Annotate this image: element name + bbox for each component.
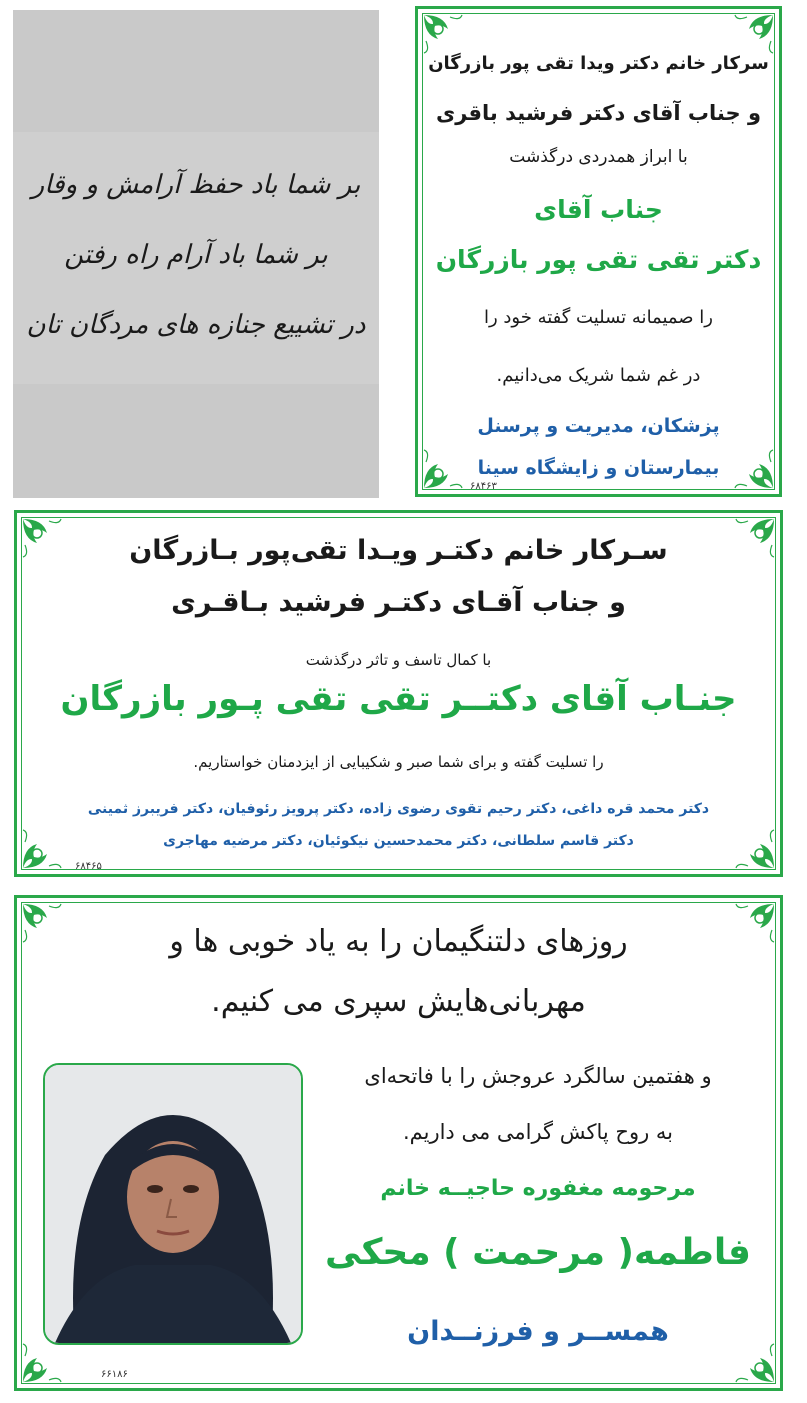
ad1-line-4: جناب آقای xyxy=(534,195,663,224)
ad2-line-1: سـرکار خانم دکتـر ویـدا تقی‌پور بـازرگان xyxy=(129,535,668,566)
memorial-ad-3 xyxy=(14,895,783,1391)
poem-line-1: بر شما باد حفظ آرامش و وقار xyxy=(31,170,361,200)
ad2-line-2: و جناب آقـای دکتـر فرشید بـاقـری xyxy=(171,587,626,618)
ad2-line-5: را تسلیت گفته و برای شما صبر و شکیبایی از ایزدمنان خواستاریم. xyxy=(193,753,604,771)
ad1-line-1: سرکار خانم دکتر ویدا تقی پور بازرگان xyxy=(428,53,769,74)
ad2-serial: ۶۸۴۶۵ xyxy=(75,861,102,872)
ad1-line-3: با ابراز همدردی درگذشت xyxy=(509,147,688,167)
ornament-icon xyxy=(731,11,777,57)
ad3-line-6: فاطمه( مرحمت ) محکی xyxy=(325,1232,751,1273)
poem-panel xyxy=(13,10,379,498)
ad3-line-5: مرحومه مغفوره حاجیــه خانم xyxy=(380,1176,696,1201)
ad1-line-5: دکتر تقی تقی پور بازرگان xyxy=(435,245,762,274)
ad3-line-1: روزهای دلتنگیمان را به یاد خوبی ها و xyxy=(169,924,628,959)
ad3-line-3: و هفتمین سالگرد عروجش را با فاتحه‌ای xyxy=(364,1064,712,1088)
poem-line-3: در تشییع جنازه های مردگان تان xyxy=(26,310,366,340)
ornament-icon xyxy=(420,11,466,57)
ad3-line-7: همســر و فرزنــدان xyxy=(407,1316,669,1347)
poem-line-2: بر شما باد آرام راه رفتن xyxy=(64,240,328,270)
ad2-line-3: با کمال تاسف و تاثر درگذشت xyxy=(305,651,492,669)
condolence-ad-1 xyxy=(415,6,782,497)
ad1-line-8: پزشکان، مدیریت و پرسنل xyxy=(477,415,720,437)
ad2-line-7: دکتر قاسم سلطانی، دکتر محمدحسین نیکوئیان، دکتر مرضیه مهاجری xyxy=(163,833,634,849)
ad1-line-9: بیمارستان و زایشگاه سینا xyxy=(477,457,720,479)
ad1-line-2: و جناب آقای دکتر فرشید باقری xyxy=(435,101,761,125)
ornament-icon xyxy=(19,1340,65,1386)
condolence-ad-2 xyxy=(14,510,783,877)
ad3-line-2: مهربانی‌هایش سپری می کنیم. xyxy=(211,984,586,1019)
ad1-serial: ۶۸۴۶۳ xyxy=(470,481,497,492)
ad2-line-6: دکتر محمد قره داغی، دکتر رحیم تقوی رضوی زاده، دکتر پرویز رئوفیان، دکتر فریبرز ثمینی xyxy=(87,801,710,817)
ad2-line-4: جنـاب آقای دکتــر تقی تقی پـور بازرگان xyxy=(60,679,737,719)
deceased-portrait xyxy=(43,1063,303,1345)
ad3-line-4: به روح پاکش گرامی می داریم. xyxy=(402,1120,674,1144)
ad1-line-6: را صمیمانه تسلیت گفته خود را xyxy=(484,307,713,328)
ad1-line-7: در غم شما شریک می‌دانیم. xyxy=(496,365,701,386)
ad3-serial: ۶۶۱۸۶ xyxy=(101,1369,128,1380)
